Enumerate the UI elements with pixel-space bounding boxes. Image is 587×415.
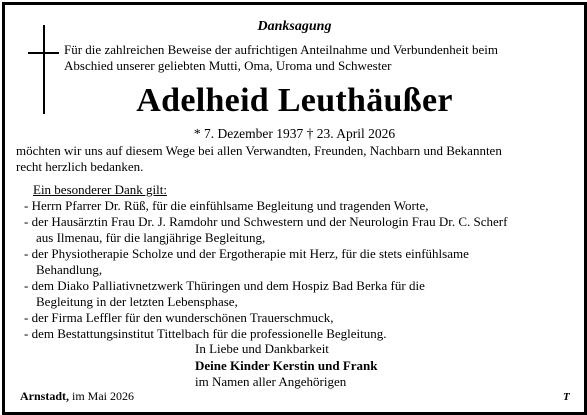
list-item-continuation: aus Ilmenau, für die langjährige Begleitung, <box>36 230 266 245</box>
place-date <box>20 389 134 404</box>
thanks-list <box>24 198 574 342</box>
intro-line-2: Abschied unserer geliebten Mutti, Oma, Uroma und Schwester <box>64 58 392 73</box>
intro-line-1: Für die zahlreichen Beweise der aufrichtigen Anteilnahme und Verbundenheit beim <box>64 42 499 57</box>
thanks-paragraph <box>16 143 572 175</box>
list-item: - der Physiotherapie Scholze und der Ergotherapie mit Herz, für die stets einfühlsame <box>24 246 469 261</box>
closing-line-3: im Namen aller Angehörigen <box>195 374 347 389</box>
list-item: - der Hausärztin Frau Dr. J. Ramdohr und Schwestern und der Neurologin Frau Dr. C. Scherf <box>24 214 508 229</box>
list-item: - Herrn Pfarrer Dr. Rüß, für die einfühlsame Begleitung und tragenden Worte, <box>24 198 429 213</box>
place-date-text: im Mai 2026 <box>69 389 135 403</box>
closing-block <box>195 341 378 391</box>
list-item: - der Firma Leffler für den wunderschönen Trauerschmuck, <box>24 310 334 325</box>
special-thanks-title: Ein besonderer Dank gilt: <box>33 182 167 197</box>
obituary-card <box>2 2 587 415</box>
thanks-line-1: möchten wir uns auf diesem Wege bei allen Verwandten, Freunden, Nachbarn und Bekannten <box>16 143 502 158</box>
closing-signature: Deine Kinder Kerstin und Frank <box>195 357 378 373</box>
closing-line-1: In Liebe und Dankbarkeit <box>195 341 329 356</box>
list-item: - dem Bestattungsinstitut Tittelbach für die professionelle Begleitung. <box>24 326 387 341</box>
intro-paragraph <box>64 42 572 74</box>
place-city: Arnstadt, <box>20 389 70 403</box>
thanks-line-2: recht herzlich bedanken. <box>16 159 144 174</box>
list-item: - dem Diako Palliativnetzwerk Thüringen und dem Hospiz Bad Berka für die <box>24 278 425 293</box>
list-item-continuation: Begleitung in der letzten Lebensphase, <box>36 294 238 309</box>
list-item-continuation: Behandlung, <box>36 262 103 277</box>
publisher-mark: T <box>563 391 570 403</box>
life-dates: * 7. Dezember 1937 † 23. April 2026 <box>193 126 396 141</box>
heading: Danksagung <box>257 19 332 34</box>
deceased-name: Adelheid Leuthäußer <box>136 82 453 119</box>
cross-icon-bar <box>28 52 59 54</box>
